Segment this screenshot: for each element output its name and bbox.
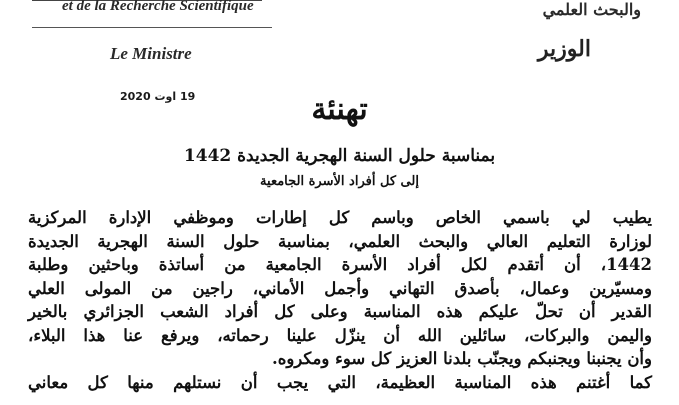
body-line: ومسيّرين وعمال، بأصدق التهاني وأجمل الأماني، راجين من المولى العلي [28, 278, 652, 298]
document-subtitle: بمناسبة حلول السنة الهجرية الجديدة 1442 [183, 146, 496, 166]
arabic-ministry-name: والبحث العلمي [542, 0, 641, 19]
arabic-minister-title: الوزير [537, 36, 591, 62]
body-line: يطيب لي باسمي الخاص وباسم كل إطارات وموظفي الإدارة المركزية [28, 208, 652, 227]
body-line: 1442، أن أتقدم لكل أفراد الأسرة الجامعية من أساتذة وباحثين وطلبة [28, 255, 652, 274]
letter-body [28, 206, 652, 394]
document-title: تهنئة [311, 92, 368, 127]
body-line: وأن يجنبنا ويجنبكم ويجنّب بلدنا العزيز كل سوء ومكروه. [271, 349, 652, 368]
document-recipient: إلى كل أفراد الأسرة الجامعية [260, 174, 419, 189]
body-line: القدير أن تحلّ عليكم هذه المناسبة وعلى كل أفراد الشعب الجزائري بالخير [28, 302, 652, 321]
french-minister-title: Le Ministre [110, 44, 192, 63]
body-line: لوزارة التعليم العالي والبحث العلمي، بمناسبة حلول السنة الهجرية الجديدة [28, 231, 652, 251]
letter-date: 19 اوت 2020 [120, 90, 196, 103]
body-line: واليمن والبركات، سائلين الله أن ينزّل علينا رحماته، ويرفع عنا هذا البلاء، [28, 325, 652, 345]
body-line: كما أغتنم هذه المناسبة العظيمة، التي يجب أن نستلهم منها كل معاني [28, 372, 652, 392]
french-ministry-name: et de la Recherche Scientifique [62, 0, 254, 14]
letterhead-divider [32, 27, 272, 28]
